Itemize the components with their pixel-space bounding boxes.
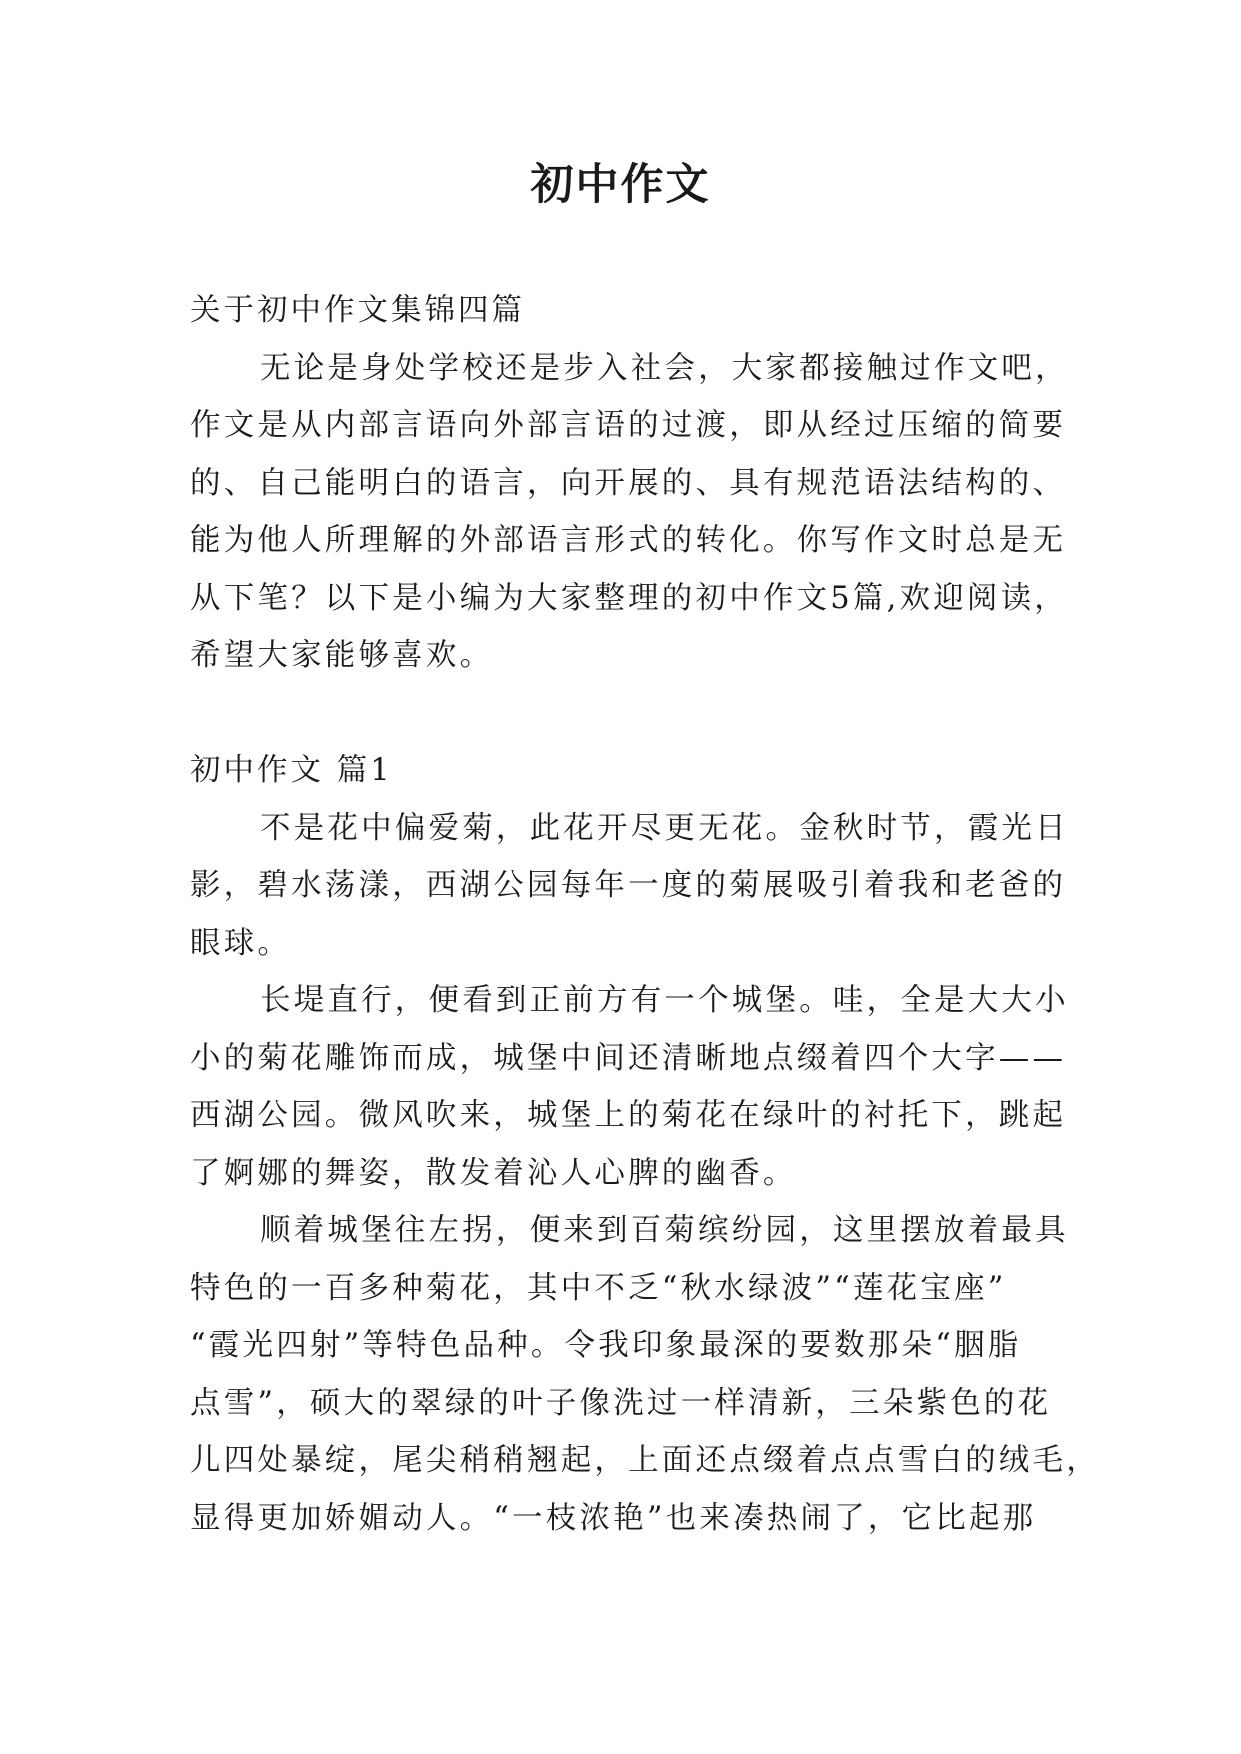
text-line: 了婀娜的舞姿，散发着沁人心脾的幽香。 [190,1155,797,1191]
paragraph-2 [190,972,1070,1202]
text-line: 影，碧水荡漾，西湖公园每年一度的菊展吸引着我和老爸的 [190,868,1067,903]
collection-subtitle: 关于初中作文集锦四篇 [190,293,525,328]
text-line: 希望大家能够喜欢。 [190,638,494,673]
text-line: 显得更加娇媚动人。“一枝浓艳”也来凑热闹了，它比起那 [190,1500,1037,1536]
text-line: 的、自己能明白的语言，向开展的、具有规范语法结构的、 [190,465,1067,501]
intro-paragraph [190,340,1070,685]
document-body [190,282,1100,1547]
text-line: “霞光四射”等特色品种。令我印象最深的要数那朵“胭脂 [190,1328,1022,1363]
text-line: 儿四处暴绽，尾尖稍稍翘起，上面还点缀着点点雪白的绒毛， [190,1443,1100,1478]
text-line: 西湖公园。微风吹来，城堡上的菊花在绿叶的衬托下，跳起 [190,1098,1067,1133]
text-line: 不是花中偏爱菊，此花开尽更无花。金秋时节，霞光日 [260,810,1069,846]
text-line: 小的菊花雕饰而成，城堡中间还清晰地点缀着四个大字—— [190,1040,1067,1076]
paragraph-3 [190,1202,1100,1547]
text-line: 眼球。 [190,925,292,961]
paragraph-1 [190,800,1070,973]
blank-line [190,685,1070,743]
document-title: 初中作文 [530,160,711,210]
text-line: 无论是身处学校还是步入社会，大家都接触过作文吧， [260,350,1069,386]
text-line: 从下笔？以下是小编为大家整理的初中作文5篇,欢迎阅读， [190,580,1068,616]
text-line: 点雪”，硕大的翠绿的叶子像洗过一样清新，三朵紫色的花 [190,1385,1052,1421]
text-line: 长堤直行，便看到正前方有一个城堡。哇，全是大大小 [260,983,1069,1018]
text-line: 能为他人所理解的外部语言形式的转化。你写作文时总是无 [190,523,1067,558]
text-line: 顺着城堡往左拐，便来到百菊缤纷园，这里摆放着最具 [260,1213,1069,1248]
section-heading: 初中作文 篇1 [190,753,393,788]
text-line: 特色的一百多种菊花，其中不乏“秋水绿波”“莲花宝座” [190,1270,1007,1306]
text-line: 作文是从内部言语向外部言语的过渡，即从经过压缩的简要 [190,408,1067,443]
